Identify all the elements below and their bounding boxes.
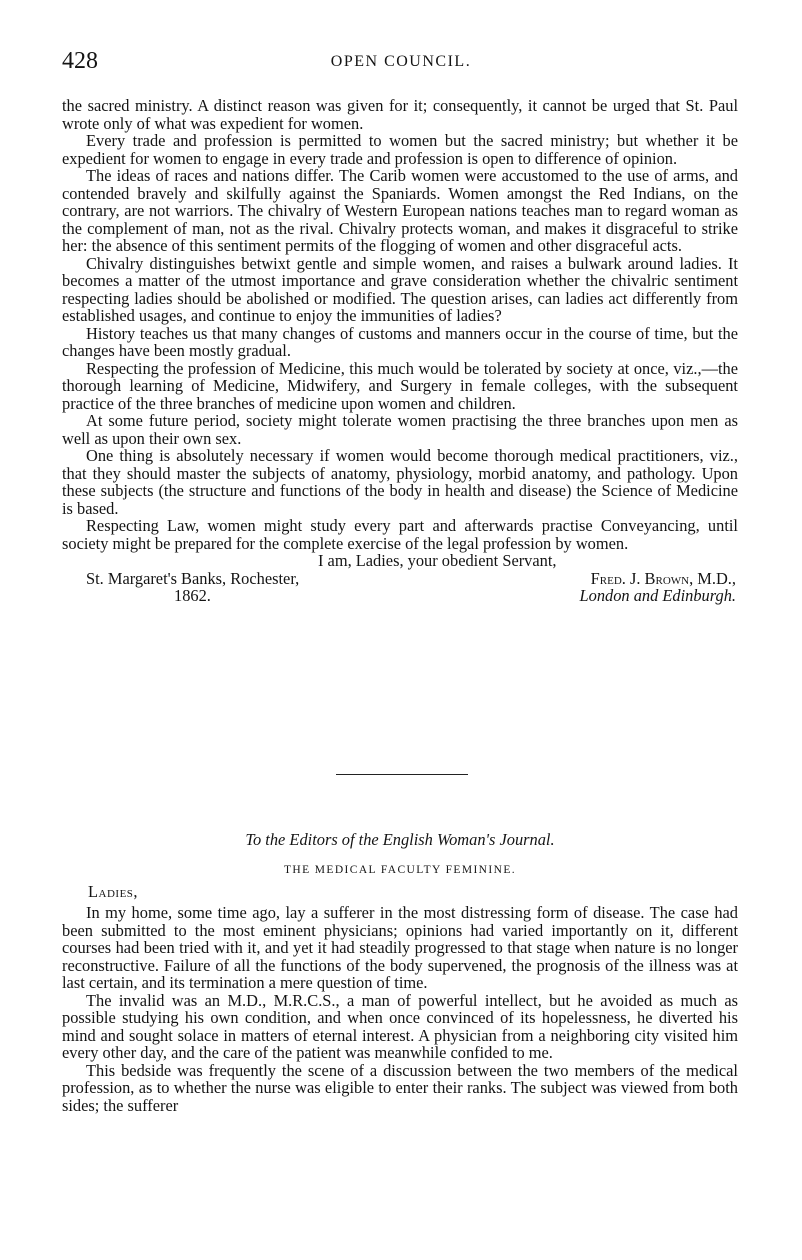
- paragraph: One thing is absolutely necessary if women would become thorough medical practitioners, viz., that they should master the subjects of anatomy, physiology, morbid anatomy, and pathology. Upon these subjects (the structure and functions of the body in health and disease) the Science of Medicine is based.: [62, 446, 738, 518]
- paragraph: the sacred ministry. A distinct reason was given for it; consequently, it cannot be urged that St. Paul wrote only of what was expedient for women.: [62, 96, 738, 133]
- paragraph: History teaches us that many changes of customs and manners occur in the course of time, but the changes have been mostly gradual.: [62, 323, 738, 360]
- salutation: Ladies,: [88, 882, 138, 901]
- letter-two-subtitle: THE MEDICAL FACULTY FEMININE.: [283, 864, 517, 876]
- page-header: [62, 46, 740, 80]
- sender-place: London and Edinburgh.: [579, 586, 736, 605]
- letter-two-body: [62, 904, 738, 1114]
- paragraph: Respecting the profession of Medicine, this much would be tolerated by society at once, viz.,—the thorough learning of Medicine, Midwifery, and Surgery in female colleges, with the subsequent practice of the three branches of medicine upon women and children.: [62, 358, 738, 413]
- letter-date: 1862.: [174, 586, 211, 605]
- paragraph: Every trade and profession is permitted to women but the sacred ministry; but whether it be expedient for women to engage in every trade and profession is open to difference of opinion.: [62, 131, 738, 168]
- signature-block: [62, 570, 738, 588]
- paragraph: Chivalry distinguishes betwixt gentle and simple women, and raises a bulwark around ladies. It becomes a matter of the utmost importance and grave consideration whether the chivalric sentiment respecting ladies should be abolished or modified. The question arises, can ladies act differently from established usages, and continue to enjoy the immunities of ladies?: [62, 253, 738, 325]
- letter-closing: I am, Ladies, your obedient Servant,: [318, 551, 557, 570]
- running-head: OPEN COUNCIL.: [330, 53, 472, 70]
- paragraph: Respecting Law, women might study every part and afterwards practise Conveyancing, until society might be prepared for the complete exercise of the legal profession by women.: [62, 516, 738, 553]
- signature: Fred. J. Brown, M.D.,: [590, 568, 736, 588]
- section-divider: [336, 774, 468, 775]
- letter-one-body: [62, 97, 738, 605]
- paragraph: In my home, some time ago, lay a sufferer in the most distressing form of disease. The case had been submitted to the most eminent physicians; opinions had varied importantly on it, different courses had been tried with it, and yet it had steadily progressed to that stage when nature is no longer reconstructive. Failure of all the functions of the body supervened, the prognosis of the illness was at last certain, and its termination a mere question of time.: [62, 903, 738, 992]
- date-row: [62, 587, 738, 605]
- paragraph: This bedside was frequently the scene of a discussion between the two members of the medical profession, as to whether the nurse was eligible to enter their ranks. The subject was viewed from both sides; the sufferer: [62, 1060, 738, 1115]
- page-number: 428: [62, 48, 98, 74]
- paragraph: At some future period, society might tolerate women practising the three branches upon men as well as upon their own sex.: [62, 411, 738, 448]
- letter-two-title: To the Editors of the English Woman's Journal.: [245, 830, 555, 849]
- paragraph: The invalid was an M.D., M.R.C.S., a man of powerful intellect, but he avoided as much as possible studying his own condition, and when once convinced of its hopelessness, he diverted his mind and sought solace in matters of eternal interest. A physician from a neighboring city visited him every other day, and the care of the patient was meanwhile confided to me.: [62, 990, 738, 1062]
- sender-address: St. Margaret's Banks, Rochester,: [86, 568, 300, 588]
- paragraph: The ideas of races and nations differ. The Carib women were accustomed to the use of arms, and contended bravely and skilfully against the Spaniards. Women amongst the Red Indians, on the contrary, are not warriors. The chivalry of Western European nations teaches man to regard woman as the complement of man, not as the rival. Chivalry protects woman, and makes it disgraceful to strike her: the absence of this sentiment permits of the flogging of women and other disgraceful acts.: [62, 166, 738, 255]
